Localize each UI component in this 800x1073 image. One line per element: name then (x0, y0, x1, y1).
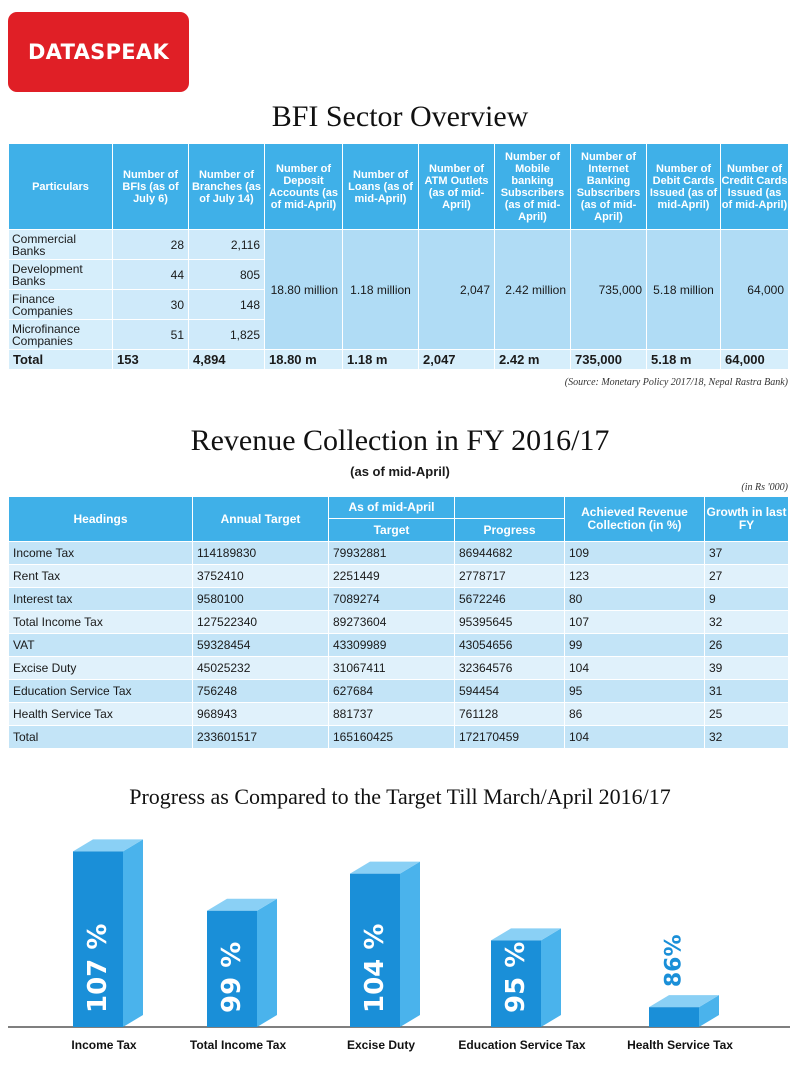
bfi-deposit-text: 18.80 million (270, 282, 338, 297)
revenue-growth: 31 (705, 680, 789, 703)
bfi-source-note: (Source: Monetary Policy 2017/18, Nepal Rastra Bank) (564, 377, 788, 388)
revenue-target: 881737 (329, 703, 455, 726)
revenue-growth: 25 (705, 703, 789, 726)
bfi-total-bfis: 153 (113, 350, 189, 370)
bfi-mobile-value (495, 230, 571, 350)
revenue-achieved: 123 (565, 565, 705, 588)
dataspeak-badge: DATASPEAK (8, 12, 189, 92)
revenue-target: 79932881 (329, 542, 455, 565)
bfi-row-name: Development Banks (9, 260, 113, 290)
revenue-target: 627684 (329, 680, 455, 703)
revenue-row (9, 542, 789, 565)
revenue-progress: 5672246 (455, 588, 565, 611)
revenue-target: 89273604 (329, 611, 455, 634)
bfi-total-label: Total (9, 350, 113, 370)
revenue-progress: 172170459 (455, 726, 565, 749)
bfi-total-debit: 5.18 m (647, 350, 721, 370)
revenue-achieved: 95 (565, 680, 705, 703)
revenue-row (9, 657, 789, 680)
bar-value-label: 86% (661, 934, 687, 988)
revenue-heading: Health Service Tax (9, 703, 193, 726)
bfi-total-branches: 4,894 (189, 350, 265, 370)
bar-value-label: 107 % (83, 923, 113, 1013)
revenue-annual-target: 59328454 (193, 634, 329, 657)
revenue-heading: Income Tax (9, 542, 193, 565)
bfi-debit-value: 5.18 million (647, 230, 721, 350)
bfi-total-internet: 735,000 (571, 350, 647, 370)
category-label: Total Income Tax (189, 1038, 287, 1052)
category-label: Education Service Tax (458, 1038, 586, 1052)
revenue-heading: Rent Tax (9, 565, 193, 588)
bfi-row-name: Finance Companies (9, 290, 113, 320)
revenue-target: 2251449 (329, 565, 455, 588)
bfi-total-loans: 1.18 m (343, 350, 419, 370)
bfi-row-branches: 1,825 (189, 320, 265, 350)
bfi-total-deposit: 18.80 m (265, 350, 343, 370)
revenue-progress: 761128 (455, 703, 565, 726)
revenue-header-headings: Headings (9, 497, 193, 542)
bfi-row-name: Commercial Banks (9, 230, 113, 260)
revenue-heading: Total Income Tax (9, 611, 193, 634)
revenue-annual-target: 756248 (193, 680, 329, 703)
revenue-growth: 26 (705, 634, 789, 657)
revenue-header-annual: Annual Target (193, 497, 329, 542)
bfi-loans-value: 1.18 million (343, 230, 419, 350)
bfi-header-atm: Number of ATM Outlets (as of mid-April) (419, 144, 495, 230)
revenue-header-achieved: Achieved Revenue Collection (in %) (565, 497, 705, 542)
revenue-annual-target: 45025232 (193, 657, 329, 680)
revenue-row (9, 588, 789, 611)
bfi-total-atm: 2,047 (419, 350, 495, 370)
revenue-annual-target: 9580100 (193, 588, 329, 611)
revenue-achieved: 104 (565, 657, 705, 680)
revenue-row (9, 565, 789, 588)
bfi-header-row (9, 144, 789, 230)
bfi-atm-value: 2,047 (419, 230, 495, 350)
revenue-growth: 32 (705, 726, 789, 749)
bfi-row-bfis: 30 (113, 290, 189, 320)
revenue-row (9, 703, 789, 726)
bfi-row-branches: 148 (189, 290, 265, 320)
bfi-row-name: Microfinance Companies (9, 320, 113, 350)
bfi-header-particulars: Particulars (9, 144, 113, 230)
revenue-row (9, 680, 789, 703)
bar-side (541, 928, 561, 1027)
revenue-heading: VAT (9, 634, 193, 657)
revenue-header-target: Target (329, 519, 455, 542)
revenue-progress: 32364576 (455, 657, 565, 680)
revenue-header-blank (455, 497, 565, 519)
revenue-heading: Total (9, 726, 193, 749)
bfi-header-mobile: Number of Mobile banking Subscribers (as of mid-April) (495, 144, 571, 230)
revenue-target: 43309989 (329, 634, 455, 657)
revenue-heading: Education Service Tax (9, 680, 193, 703)
chart-title: Progress as Compared to the Target Till March/April 2016/17 (129, 784, 671, 809)
progress-bar-chart (0, 800, 800, 1073)
revenue-growth: 39 (705, 657, 789, 680)
revenue-achieved: 107 (565, 611, 705, 634)
revenue-growth: 32 (705, 611, 789, 634)
revenue-header-row (9, 497, 789, 519)
bfi-row (9, 230, 789, 260)
bfi-title: BFI Sector Overview (271, 100, 529, 133)
revenue-heading: Excise Duty (9, 657, 193, 680)
revenue-table-body (9, 542, 789, 749)
bfi-mobile-text: 2.42 million (505, 282, 566, 297)
bfi-row-bfis: 28 (113, 230, 189, 260)
category-label: Excise Duty (346, 1038, 416, 1052)
revenue-title: Revenue Collection in FY 2016/17 (190, 424, 610, 457)
bfi-header-credit: Number of Credit Cards Issued (as of mid-April) (721, 144, 789, 230)
revenue-header-growth: Growth in last FY (705, 497, 789, 542)
revenue-row (9, 726, 789, 749)
bar-side (257, 899, 277, 1027)
bfi-header-branches: Number of Branches (as of July 14) (189, 144, 265, 230)
revenue-unit-note: (in Rs '000) (741, 482, 788, 493)
revenue-heading: Interest tax (9, 588, 193, 611)
bfi-header-bfis: Number of BFIs (as of July 6) (113, 144, 189, 230)
revenue-target: 7089274 (329, 588, 455, 611)
revenue-row (9, 611, 789, 634)
revenue-achieved: 86 (565, 703, 705, 726)
revenue-subtitle: (as of mid-April) (350, 464, 450, 479)
revenue-progress: 95395645 (455, 611, 565, 634)
bar (649, 1007, 699, 1027)
revenue-growth: 9 (705, 588, 789, 611)
bfi-header-internet: Number of Internet Banking Subscribers (as of mid-April) (571, 144, 647, 230)
revenue-target: 165160425 (329, 726, 455, 749)
bfi-internet-value: 735,000 (571, 230, 647, 350)
revenue-progress: 86944682 (455, 542, 565, 565)
bfi-table (8, 143, 789, 370)
bar-side (400, 862, 420, 1027)
bar-side (123, 839, 143, 1027)
bfi-header-debit: Number of Debit Cards Issued (as of mid-April) (647, 144, 721, 230)
category-label: Income Tax (71, 1038, 137, 1052)
bfi-header-loans: Number of Loans (as of mid-April) (343, 144, 419, 230)
revenue-annual-target: 114189830 (193, 542, 329, 565)
bfi-row-bfis: 44 (113, 260, 189, 290)
revenue-achieved: 104 (565, 726, 705, 749)
revenue-row (9, 634, 789, 657)
revenue-table (8, 496, 789, 749)
bfi-deposit-value (265, 230, 343, 350)
bfi-total-mobile: 2.42 m (495, 350, 571, 370)
bfi-header-deposit: Number of Deposit Accounts (as of mid-April) (265, 144, 343, 230)
revenue-annual-target: 127522340 (193, 611, 329, 634)
bfi-credit-value: 64,000 (721, 230, 789, 350)
revenue-header-group: As of mid-April (329, 497, 455, 519)
bfi-total-credit: 64,000 (721, 350, 789, 370)
category-label: Health Service Tax (627, 1038, 733, 1052)
revenue-header-progress: Progress (455, 519, 565, 542)
revenue-achieved: 109 (565, 542, 705, 565)
revenue-annual-target: 233601517 (193, 726, 329, 749)
bar-value-label: 95 % (501, 941, 531, 1013)
revenue-achieved: 80 (565, 588, 705, 611)
revenue-annual-target: 968943 (193, 703, 329, 726)
revenue-annual-target: 3752410 (193, 565, 329, 588)
revenue-progress: 594454 (455, 680, 565, 703)
revenue-progress: 2778717 (455, 565, 565, 588)
bfi-total-row (9, 350, 789, 370)
revenue-growth: 27 (705, 565, 789, 588)
bar-value-label: 104 % (360, 923, 390, 1013)
bfi-row-branches: 805 (189, 260, 265, 290)
revenue-growth: 37 (705, 542, 789, 565)
revenue-progress: 43054656 (455, 634, 565, 657)
bfi-row-bfis: 51 (113, 320, 189, 350)
bar-value-label: 99 % (217, 941, 247, 1013)
bfi-row-branches: 2,116 (189, 230, 265, 260)
revenue-achieved: 99 (565, 634, 705, 657)
revenue-target: 31067411 (329, 657, 455, 680)
